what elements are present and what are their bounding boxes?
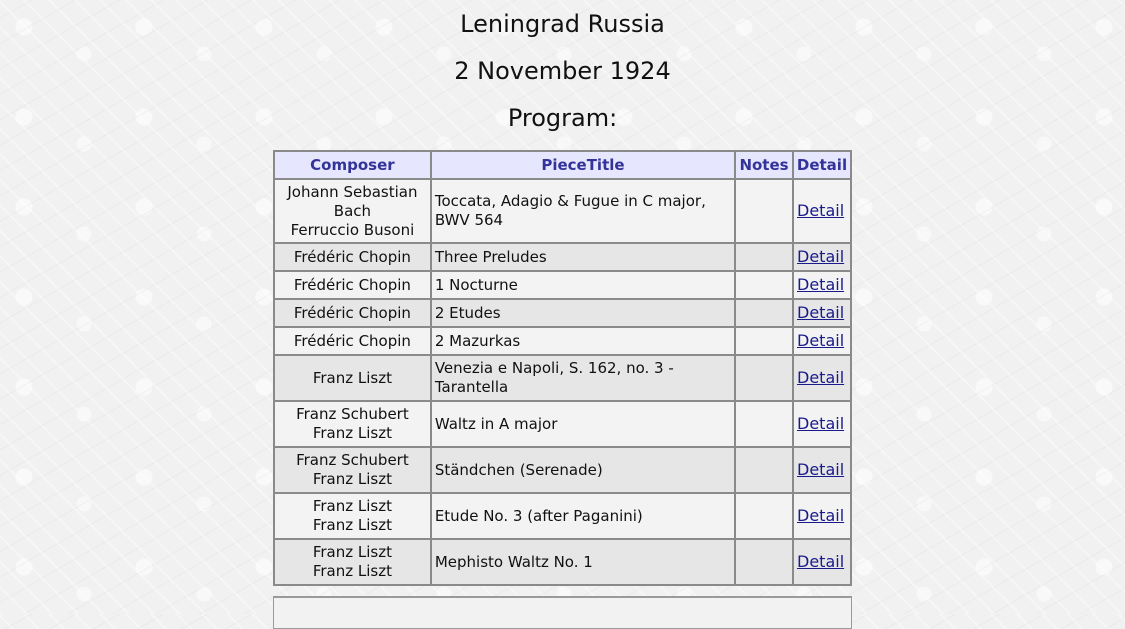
detail-cell xyxy=(793,299,851,327)
table-row xyxy=(274,271,851,299)
detail-link[interactable]: Detail xyxy=(797,506,845,525)
composer-name: Franz Liszt xyxy=(312,516,392,534)
detail-cell xyxy=(793,243,851,271)
composer-name: Ferruccio Busoni xyxy=(290,220,415,239)
piece-title-cell: 2 Mazurkas xyxy=(431,327,735,355)
column-header-composer: Composer xyxy=(274,151,431,179)
composer-cell xyxy=(274,243,431,271)
notes-cell xyxy=(735,401,793,447)
column-header-notes: Notes xyxy=(735,151,793,179)
table-row xyxy=(274,243,851,271)
detail-link[interactable]: Detail xyxy=(797,368,845,387)
table-row xyxy=(274,493,851,539)
detail-cell xyxy=(793,327,851,355)
detail-cell xyxy=(793,179,851,243)
table-row xyxy=(274,355,851,401)
notes-cell xyxy=(735,493,793,539)
piece-title-cell: Etude No. 3 (after Paganini) xyxy=(431,493,735,539)
composer-cell xyxy=(274,179,431,243)
notes-cell xyxy=(735,179,793,243)
detail-link[interactable]: Detail xyxy=(797,414,845,433)
composer-name: Franz Liszt xyxy=(312,497,392,515)
composer-cell xyxy=(274,327,431,355)
composer-name: Frédéric Chopin xyxy=(293,331,411,350)
column-header-piece-title: PieceTitle xyxy=(431,151,735,179)
detail-link[interactable]: Detail xyxy=(797,460,845,479)
concert-location: Leningrad Russia xyxy=(460,10,665,38)
composer-name: Franz Liszt xyxy=(312,543,392,561)
table-row xyxy=(274,299,851,327)
footer-panel xyxy=(273,596,852,629)
composer-name: Franz Liszt xyxy=(312,368,392,387)
detail-cell xyxy=(793,401,851,447)
detail-link[interactable]: Detail xyxy=(797,303,845,322)
piece-title-cell: Waltz in A major xyxy=(431,401,735,447)
detail-link[interactable]: Detail xyxy=(797,247,845,266)
composer-cell xyxy=(274,447,431,493)
detail-cell xyxy=(793,539,851,585)
detail-cell xyxy=(793,355,851,401)
piece-title-cell: Ständchen (Serenade) xyxy=(431,447,735,493)
detail-cell xyxy=(793,447,851,493)
table-row xyxy=(274,539,851,585)
concert-date: 2 November 1924 xyxy=(454,57,671,85)
composer-cell xyxy=(274,299,431,327)
piece-title-cell: Three Preludes xyxy=(431,243,735,271)
composer-name: Franz Liszt xyxy=(312,424,392,442)
composer-name: Frédéric Chopin xyxy=(293,275,411,294)
detail-link[interactable]: Detail xyxy=(797,331,845,350)
composer-cell xyxy=(274,271,431,299)
notes-cell xyxy=(735,539,793,585)
notes-cell xyxy=(735,299,793,327)
detail-link[interactable]: Detail xyxy=(797,201,845,220)
table-row xyxy=(274,179,851,243)
program-table xyxy=(273,150,852,586)
program-table-body xyxy=(274,179,851,585)
detail-cell xyxy=(793,493,851,539)
composer-name: Franz Liszt xyxy=(312,470,392,488)
column-header-detail: Detail xyxy=(793,151,851,179)
table-row xyxy=(274,327,851,355)
composer-name: Franz Schubert xyxy=(296,405,409,423)
piece-title-cell: 2 Etudes xyxy=(431,299,735,327)
composer-name: Frédéric Chopin xyxy=(293,303,411,322)
notes-cell xyxy=(735,271,793,299)
notes-cell xyxy=(735,243,793,271)
composer-name: Frédéric Chopin xyxy=(293,247,411,266)
notes-cell xyxy=(735,447,793,493)
piece-title-cell: Toccata, Adagio & Fugue in C major, BWV 564 xyxy=(431,179,735,243)
composer-cell xyxy=(274,493,431,539)
notes-cell xyxy=(735,327,793,355)
composer-name: Franz Liszt xyxy=(312,562,392,580)
composer-name: Franz Schubert xyxy=(296,451,409,469)
detail-link[interactable]: Detail xyxy=(797,275,845,294)
program-heading: Program: xyxy=(507,104,618,132)
table-row xyxy=(274,447,851,493)
composer-cell xyxy=(274,401,431,447)
composer-cell xyxy=(274,355,431,401)
header-row xyxy=(274,151,851,179)
composer-name: Johann Sebastian Bach xyxy=(287,182,418,220)
program-table-header xyxy=(274,151,851,179)
detail-link[interactable]: Detail xyxy=(797,552,845,571)
piece-title-cell: 1 Nocturne xyxy=(431,271,735,299)
piece-title-cell: Venezia e Napoli, S. 162, no. 3 - Tarantella xyxy=(431,355,735,401)
table-row xyxy=(274,401,851,447)
composer-cell xyxy=(274,539,431,585)
detail-cell xyxy=(793,271,851,299)
piece-title-cell: Mephisto Waltz No. 1 xyxy=(431,539,735,585)
notes-cell xyxy=(735,355,793,401)
